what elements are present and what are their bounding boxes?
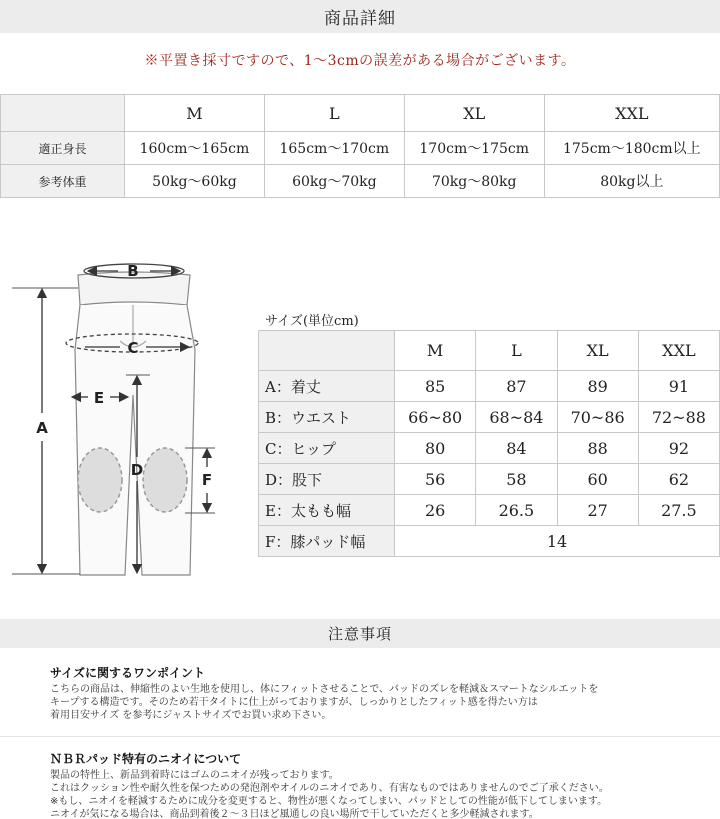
table-cell: 14 bbox=[395, 526, 720, 557]
label-c: C bbox=[127, 339, 139, 357]
row-label: B：ウエスト bbox=[259, 402, 395, 433]
table-corner-cell bbox=[259, 331, 395, 371]
size-header: XXL bbox=[638, 331, 719, 371]
section-line: ニオイが気になる場合は、商品到着後２〜３日ほど風通しの良い場所で干していただくと多少軽減されます。 bbox=[50, 809, 539, 819]
table-cell: 91 bbox=[638, 371, 719, 402]
table-row bbox=[1, 132, 720, 165]
table-cell: 27.5 bbox=[638, 495, 719, 526]
page-title: 商品詳細 bbox=[324, 9, 396, 29]
table-header-row bbox=[259, 331, 720, 371]
row-label: C：ヒップ bbox=[259, 433, 395, 464]
label-e: E bbox=[93, 389, 105, 407]
table-cell: 62 bbox=[638, 464, 719, 495]
label-b: B bbox=[127, 262, 139, 280]
table-cell: 165cm〜170cm bbox=[264, 132, 404, 165]
table-cell: 70~86 bbox=[557, 402, 638, 433]
section-line: ※もし、ニオイを軽減するために成分を変更すると、物性が悪くなってしまい、パッドとしての性能が低下してしまいます。 bbox=[50, 796, 608, 807]
table-cell: 72~88 bbox=[638, 402, 719, 433]
size-header: XL bbox=[404, 95, 544, 132]
label-a: A bbox=[36, 419, 48, 437]
table-cell: 80kg以上 bbox=[544, 165, 719, 198]
table-cell: 88 bbox=[557, 433, 638, 464]
table-cell: 175cm〜180cm以上 bbox=[544, 132, 719, 165]
label-f: F bbox=[201, 471, 213, 489]
left-knee-pad bbox=[78, 448, 122, 512]
table-cell: 70kg〜80kg bbox=[404, 165, 544, 198]
section-title: サイズに関するワンポイント bbox=[50, 666, 206, 680]
row-label: D：股下 bbox=[259, 464, 395, 495]
table-cell: 27 bbox=[557, 495, 638, 526]
table-cell: 80 bbox=[395, 433, 476, 464]
leggings-outline bbox=[75, 272, 195, 575]
row-label: E：太もも幅 bbox=[259, 495, 395, 526]
table-row bbox=[259, 433, 720, 464]
section-header-product-details bbox=[0, 0, 720, 33]
row-label: 適正身長 bbox=[1, 132, 125, 165]
size-header: M bbox=[125, 95, 265, 132]
fit-size-table bbox=[0, 94, 720, 198]
table-header-row bbox=[1, 95, 720, 132]
table-corner-cell bbox=[1, 95, 125, 132]
table-row bbox=[259, 526, 720, 557]
size-header: XXL bbox=[544, 95, 719, 132]
label-d: D bbox=[130, 461, 144, 479]
table-cell: 56 bbox=[395, 464, 476, 495]
measurement-size-table bbox=[258, 330, 720, 557]
table-cell: 60kg〜70kg bbox=[264, 165, 404, 198]
table-row bbox=[259, 402, 720, 433]
table-cell: 58 bbox=[476, 464, 557, 495]
table-cell: 68~84 bbox=[476, 402, 557, 433]
row-label: 参考体重 bbox=[1, 165, 125, 198]
table-cell: 92 bbox=[638, 433, 719, 464]
row-label: A：着丈 bbox=[259, 371, 395, 402]
size-header: L bbox=[264, 95, 404, 132]
row-label: F：膝パッド幅 bbox=[259, 526, 395, 557]
section-line: 着用目安サイズ を参考にジャストサイズでお買い求め下さい。 bbox=[50, 710, 332, 721]
size-header: XL bbox=[557, 331, 638, 371]
size-header: L bbox=[476, 331, 557, 371]
divider bbox=[0, 736, 720, 737]
section-header-notice bbox=[0, 619, 720, 648]
right-knee-pad bbox=[143, 448, 187, 512]
section-line: 製品の特性上、新品到着時にはゴムのニオイが残っております。 bbox=[50, 770, 339, 781]
table-cell: 170cm〜175cm bbox=[404, 132, 544, 165]
table-cell: 160cm〜165cm bbox=[125, 132, 265, 165]
section-title: ＮＢＲパッド特有のニオイについて bbox=[50, 752, 242, 766]
table-row bbox=[259, 495, 720, 526]
table-cell: 26 bbox=[395, 495, 476, 526]
table-cell: 84 bbox=[476, 433, 557, 464]
table-cell: 60 bbox=[557, 464, 638, 495]
table-cell: 50kg〜60kg bbox=[125, 165, 265, 198]
notice-section-odor bbox=[50, 750, 710, 819]
notice-section-size-tip bbox=[50, 664, 710, 722]
table-cell: 87 bbox=[476, 371, 557, 402]
table-row bbox=[259, 464, 720, 495]
table-row bbox=[1, 165, 720, 198]
section-line: こちらの商品は、伸縮性のよい生地を使用し、体にフィットさせることで、パッドのズレを軽減＆スマートなシルエットを bbox=[50, 684, 599, 695]
table-cell: 89 bbox=[557, 371, 638, 402]
unit-label: サイズ(単位cm) bbox=[265, 314, 359, 329]
leggings-measurement-diagram bbox=[0, 245, 250, 585]
table-cell: 66~80 bbox=[395, 402, 476, 433]
table-cell: 26.5 bbox=[476, 495, 557, 526]
table-row bbox=[259, 371, 720, 402]
size-header: M bbox=[395, 331, 476, 371]
measurement-note: ※平置き採寸ですので、1〜3cmの誤差がある場合がございます。 bbox=[144, 53, 576, 69]
table-cell: 85 bbox=[395, 371, 476, 402]
section-line: これはクッション性や耐久性を保つための発泡剤やオイルのニオイであり、有害なものではありませんのでご了承ください。 bbox=[50, 783, 609, 794]
section-line: キープする構造です。そのため若干タイトに仕上がっておりますが、しっかりとしたフィット感を得たい方は bbox=[50, 697, 538, 708]
notice-title: 注意事項 bbox=[327, 625, 392, 643]
